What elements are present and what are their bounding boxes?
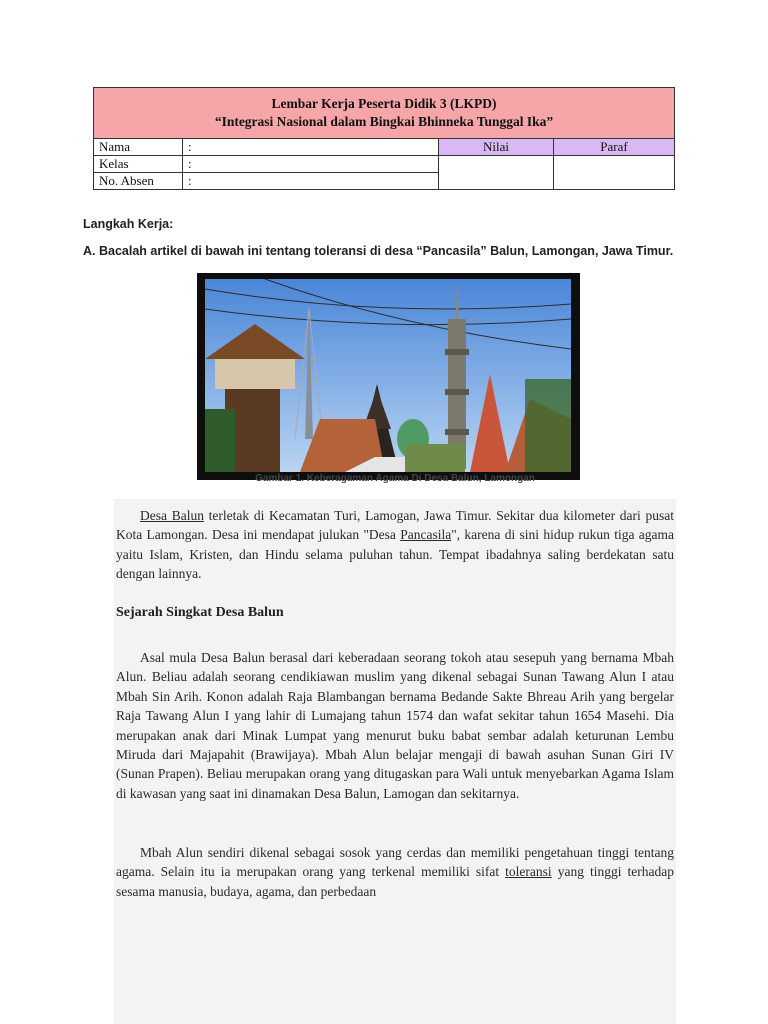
paraf-cell[interactable] — [554, 156, 675, 190]
history-paragraph: Asal mula Desa Balun berasal dari keberadaan seorang tokoh atau sesepuh yang bernama Mbah Alun. Beliau adalah seorang cendikiawan muslim yang dikenal sebagai Sunan Tawang Alun I atau Mbah Sin Arih. Konon adalah Raja Blambangan bernama Bedande Sakte Bhreau Arih yang bergelar Raja Tawang Alun I yang lahir di Lumajang tahun 1574 dan wafat sekitar tahun 1654 Masehi. Dia merupakan anak dari Minak Lumpat yang menurut buku babat sembar adalah keturunan Lembu Miruda dari Majapahit (Brawijaya). Mbah Alun belajar mengaji di bawah asuhan Sunan Giri IV (Sunan Prapen). Beliau merupakan orang yang ditugaskan para Wali untuk menyebarkan Agama Islam di kawasan yang saat ini dinamakan Desa Balun, Lamogan dan sekitarnya. — [116, 650, 674, 801]
mbah-alun-paragraph — [116, 843, 674, 901]
mbah-alun-text-1: Mbah Alun sendiri dikenal sebagai sosok yang cerdas dan memiliki pengetahuan tinggi tentang agama. Selain itu ia merupakan orang yang terkenal memiliki sifat — [116, 845, 674, 880]
absen-label: No. Absen — [94, 173, 183, 190]
steps-label: Langkah Kerja: — [83, 217, 174, 231]
worksheet-header-table — [93, 87, 675, 190]
section-title: Sejarah Singkat Desa Balun — [116, 605, 284, 620]
intro-text-2: ", karena di sini hidup rukun tiga agama yaitu Islam, Kristen, dan Hindu selama puluhan tahun. Tempat ibadahnya saling berdekatan satu dengan lainnya. — [116, 527, 674, 582]
intro-text-1: terletak di Kecamatan Turi, Lamogan, Jawa Timur. Sekitar dua kilometer dari pusat Kota Lamongan. Desa ini mendapat julukan "Desa — [116, 508, 675, 543]
temple-mosque-illustration — [205, 279, 571, 472]
name-field[interactable]: : — [183, 139, 439, 156]
mbah-alun-text-2: yang tinggi terhadap sesama manusia, budaya, agama, dan perbedaan — [116, 864, 674, 899]
instruction-a: A. Bacalah artikel di bawah ini tentang toleransi di desa “Pancasila” Balun, Lamongan, Jawa Timur. — [83, 244, 674, 258]
class-field[interactable]: : — [183, 156, 439, 173]
absen-field[interactable]: : — [183, 173, 439, 190]
nilai-header: Nilai — [439, 139, 554, 156]
village-photo — [197, 273, 580, 480]
paraf-header: Paraf — [554, 139, 675, 156]
worksheet-title: Lembar Kerja Peserta Didik 3 (LKPD) — [271, 96, 497, 111]
worksheet-title-cell — [94, 88, 675, 139]
toleransi-link[interactable]: toleransi — [505, 864, 552, 880]
figure-caption: Gambar 1. Keberagaman Agama Di Desa Balun, Lamongan — [255, 473, 535, 484]
class-label: Kelas — [94, 156, 183, 173]
intro-paragraph — [116, 506, 674, 584]
desa-balun-link[interactable]: Desa Balun — [140, 508, 204, 523]
nilai-cell[interactable] — [439, 156, 554, 190]
pancasila-link[interactable]: Pancasila — [400, 527, 452, 543]
name-label: Nama — [94, 139, 183, 156]
worksheet-subtitle: “Integrasi Nasional dalam Bingkai Bhinneka Tunggal Ika” — [214, 114, 554, 129]
